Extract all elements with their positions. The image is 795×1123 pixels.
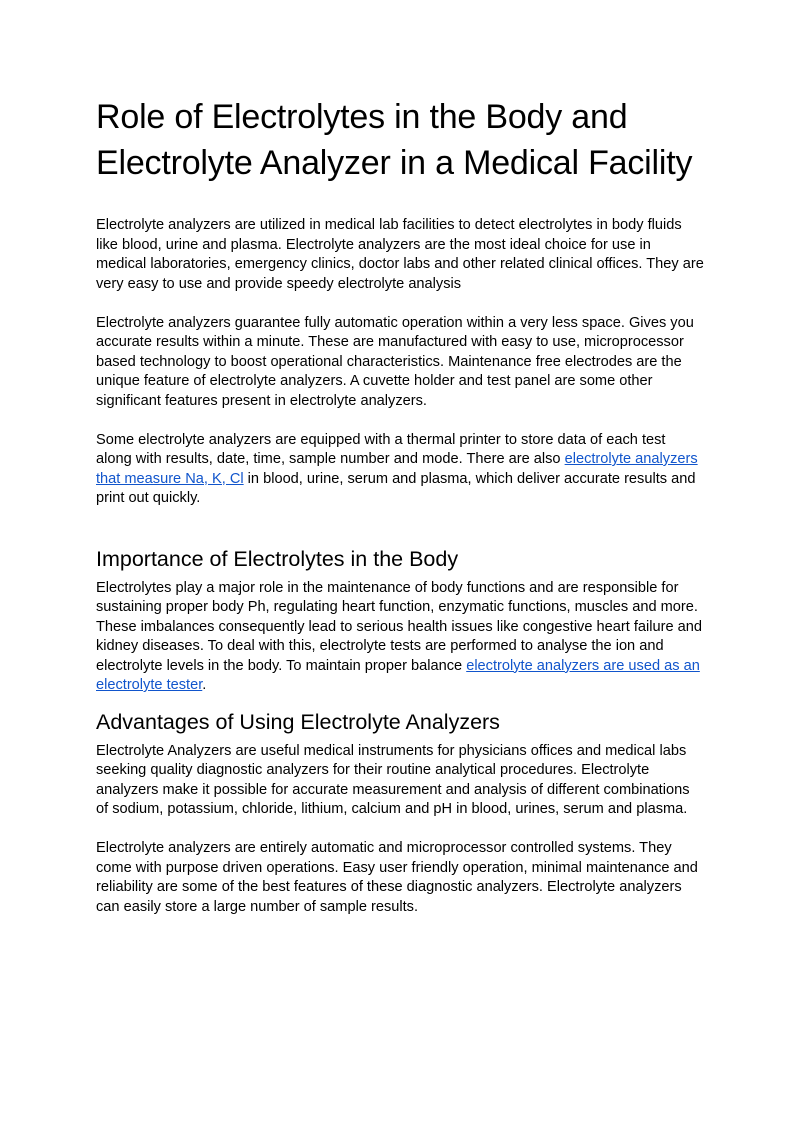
section-heading-importance: Importance of Electrolytes in the Body — [96, 546, 459, 571]
electrolyte-analyzers-na-k-cl-link[interactable]: electrolyte analyzers that measure Na, K, Cl — [96, 451, 698, 487]
document-page — [96, 94, 704, 917]
intro-paragraph-3-text-end: in blood, urine, serum and plasma, which deliver accurate results and print out quickly. — [96, 470, 696, 506]
intro-paragraph-3-text-start: Some electrolyte analyzers are equipped with a thermal printer to store data of each test along with results, date, time, sample number and mode. There are also — [96, 431, 666, 467]
intro-paragraph-2: Electrolyte analyzers guarantee fully automatic operation within a very less space. Gives you accurate results within a minute. These are manufactured with easy to use, microprocessor based technology to boost operational characteristics. Maintenance free electrodes are the unique feature of electrolyte analyzers. A cuvette holder and test panel are some other significant features present in electrolyte analyzers. — [96, 314, 694, 409]
intro-paragraph-1: Electrolyte analyzers are utilized in medical lab facilities to detect electrolytes in body fluids like blood, urine and plasma. Electrolyte analyzers are the most ideal choice for use in medical laboratories, emergency clinics, doctor labs and other related clinical offices. They are very easy to use and provide speedy electrolyte analysis — [96, 217, 704, 292]
intro-paragraph-3 — [96, 431, 704, 509]
advantages-paragraph-2: Electrolyte analyzers are entirely automatic and microprocessor controlled systems. They come with purpose driven operations. Easy user friendly operation, minimal maintenance and reliability are some of the best features of these diagnostic analyzers. Electrolyte analyzers can easily store a large number of sample results. — [96, 840, 698, 915]
document-title: Role of Electrolytes in the Body and Electrolyte Analyzer in a Medical Facility — [96, 98, 693, 182]
section-heading-advantages: Advantages of Using Electrolyte Analyzers — [96, 709, 500, 734]
importance-paragraph-text-end: . — [202, 677, 207, 693]
electrolyte-tester-link[interactable]: electrolyte analyzers are used as an electrolyte tester — [96, 657, 700, 693]
importance-paragraph — [96, 579, 704, 696]
importance-paragraph-text-start: Electrolytes play a major role in the maintenance of body functions and are responsible for sustaining proper body Ph, regulating heart function, enzymatic functions, muscles and more. These imbalances consequently lead to serious health issues like congestive heart failure and kidney diseases. To deal with this, electrolyte tests are performed to analyse the ion and electrolyte levels in the body. To maintain proper balance — [96, 579, 702, 674]
advantages-paragraph-1: Electrolyte Analyzers are useful medical instruments for physicians offices and medical labs seeking quality diagnostic analyzers for their routine analytical procedures. Electrolyte analyzers make it possible for accurate measurement and analysis of different combinations of sodium, potassium, chloride, lithium, calcium and pH in blood, urines, serum and plasma. — [96, 742, 690, 817]
